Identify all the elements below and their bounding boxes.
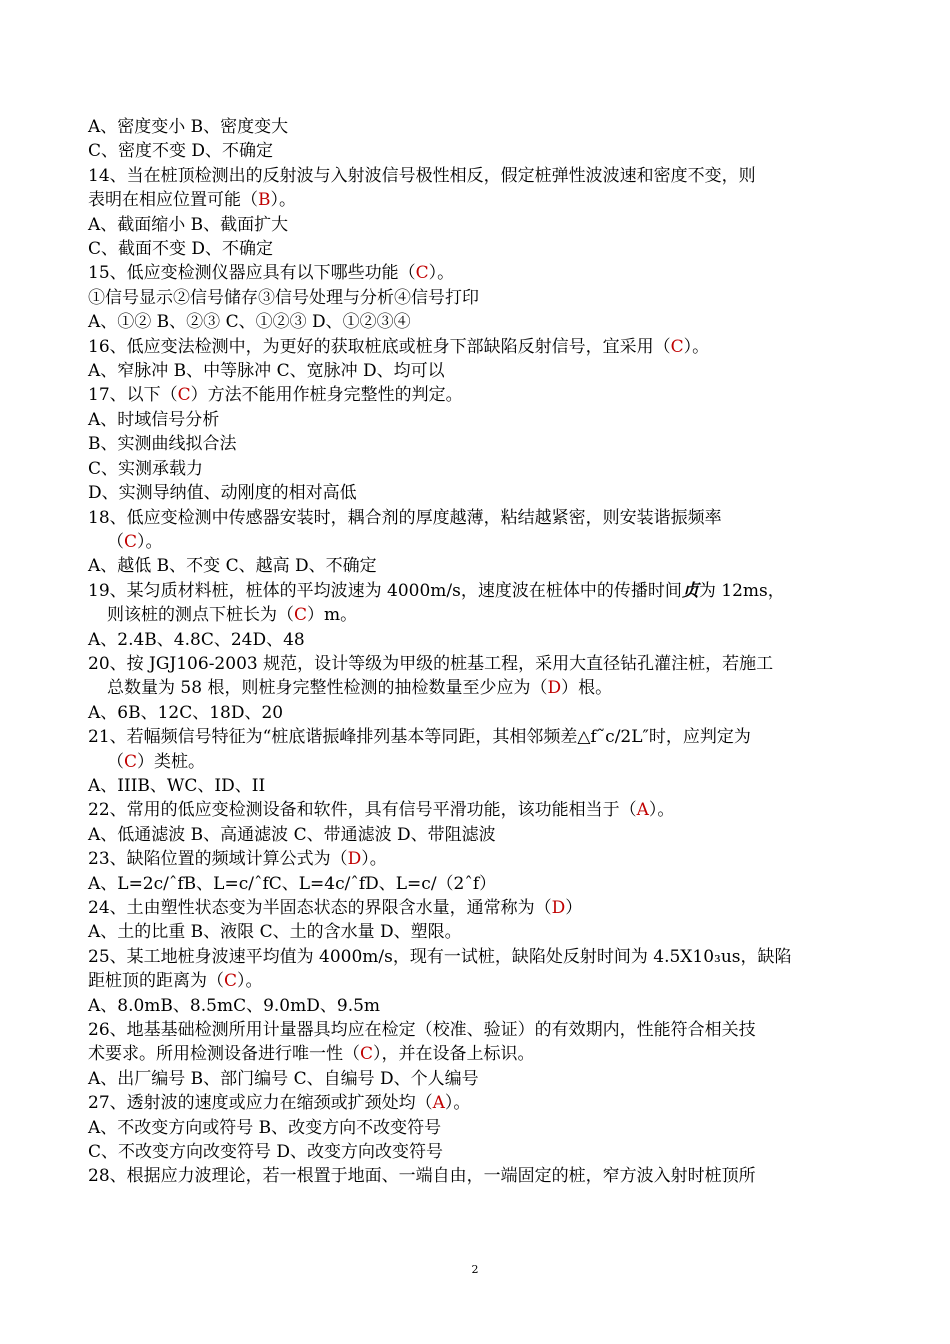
page-number: 2 [471, 1263, 479, 1276]
question-24: 24、土由塑性状态变为半固态状态的界限含水量，通常称为（D） [88, 898, 583, 918]
option-line: A、8.0mB、8.5mC、9.0mD、9.5m [88, 995, 381, 1016]
question-21: 21、若幅频信号特征为“桩底谐振峰排列基本等同距，其相邻频差△f˜c/2L″时，应判定为 [88, 727, 751, 748]
option-line: A、L=2c/ˆfB、L=c/ˆfC、L=4c/ˆfD、L=c/（2ˆf） [88, 873, 497, 894]
question-26-cont: 术要求。所用检测设备进行唯一性（C），并在设备上标识。 [88, 1044, 535, 1065]
question-28: 28、根据应力波理论，若一根置于地面、一端自由，一端固定的桩，窄方波入射时桩顶所 [88, 1166, 756, 1187]
question-23: 23、缺陷位置的频域计算公式为（D）。 [88, 849, 387, 870]
option-line: C、不改变方向改变符号 D、改变方向改变符号 [88, 1142, 444, 1163]
option-line: A、出厂编号 B、部门编号 C、自编号 D、个人编号 [88, 1068, 479, 1089]
option-line: B、实测曲线拟合法 [88, 434, 237, 455]
question-14: 14、当在桩顶检测出的反射波与入射波信号极性相反，假定桩弹性波波速和密度不变，则 [88, 165, 756, 186]
question-text-block [88, 115, 848, 1189]
question-16: 16、低应变法检测中，为更好的获取桩底或桩身下部缺陷反射信号，宜采用（C）。 [88, 336, 710, 357]
question-20: 20、按 JGJ106-2003 规范，设计等级为甲级的桩基工程，采用大直径钻孔灌注桩，若施工 [88, 653, 774, 674]
answer-mark: C [224, 971, 238, 992]
option-line: C、截面不变 D、不确定 [88, 239, 274, 260]
answer-mark: B [258, 190, 271, 211]
question-27: 27、透射波的速度或应力在缩颈或扩颈处均（A）。 [88, 1093, 471, 1114]
option-line: A、①② B、②③ C、①②③ D、①②③④ [88, 312, 411, 333]
question-21-cont: （C）类桩。 [107, 751, 206, 772]
question-19-cont: 则该桩的测点下桩长为（C）m。 [107, 605, 358, 626]
question-26: 26、地基基础检测所用计量器具均应在检定（校准、验证）的有效期内，性能符合相关技 [88, 1020, 756, 1041]
option-line: A、截面缩小 B、截面扩大 [88, 214, 289, 235]
option-line: A、6B、12C、18D、20 [88, 702, 284, 723]
answer-mark: C [670, 336, 684, 357]
option-line: A、越低 B、不变 C、越高 D、不确定 [88, 556, 377, 577]
answer-mark: C [294, 605, 308, 626]
time-symbol: 贞 [681, 580, 699, 601]
option-line: A、2.4B、4.8C、24D、48 [88, 629, 305, 650]
answer-mark: D [551, 898, 566, 918]
question-20-cont: 总数量为 58 根，则桩身完整性检测的抽检数量至少应为（D）根。 [107, 678, 613, 699]
answer-mark: D [347, 849, 362, 870]
question-19: 19、某匀质材料桩，桩体的平均波速为 4000m/s，速度波在桩体中的传播时间贞为 12ms， [88, 580, 785, 601]
question-25-cont: 距桩顶的距离为（C）。 [88, 971, 263, 992]
answer-mark: A [636, 800, 649, 821]
question-14-cont: 表明在相应位置可能（B）。 [88, 190, 296, 211]
option-line: A、密度变小 B、密度变大 [88, 117, 289, 137]
question-18-cont: （C）。 [107, 531, 163, 552]
option-line: A、不改变方向或符号 B、改变方向不改变符号 [88, 1117, 442, 1138]
answer-mark: C [124, 531, 138, 552]
option-line: D、实测导纳值、动刚度的相对高低 [88, 483, 357, 504]
option-line: C、实测承载力 [88, 458, 204, 479]
answer-mark: C [124, 751, 138, 772]
option-line: A、时域信号分析 [88, 409, 220, 430]
answer-mark: C [415, 263, 429, 284]
option-line: C、密度不变 D、不确定 [88, 141, 274, 162]
option-line: A、土的比重 B、液限 C、土的含水量 D、塑限。 [88, 922, 462, 943]
question-22: 22、常用的低应变检测设备和软件，具有信号平滑功能，该功能相当于（A）。 [88, 800, 675, 821]
option-line: A、低通滤波 B、高通滤波 C、带通滤波 D、带阻滤波 [88, 824, 496, 845]
option-line: A、窄脉冲 B、中等脉冲 C、宽脉冲 D、均可以 [88, 361, 445, 382]
option-line: A、IIIB、WC、ID、II [88, 775, 266, 796]
answer-mark: D [547, 678, 562, 699]
answer-mark: A [432, 1093, 445, 1114]
question-17: 17、以下（C）方法不能用作桩身完整性的判定。 [88, 385, 463, 406]
question-18: 18、低应变检测中传感器安装时，耦合剂的厚度越薄，粘结越紧密，则安装谐振频率 [88, 507, 722, 528]
question-15: 15、低应变检测仪器应具有以下哪些功能（C）。 [88, 263, 455, 284]
question-25: 25、某工地桩身波速平均值为 4000m/s，现有一试桩，缺陷处反射时间为 4.5X10₃us，缺陷 [88, 946, 792, 967]
answer-mark: C [177, 385, 191, 406]
statement-line: ①信号显示②信号储存③信号处理与分析④信号打印 [88, 287, 479, 308]
answer-mark: C [360, 1044, 374, 1065]
